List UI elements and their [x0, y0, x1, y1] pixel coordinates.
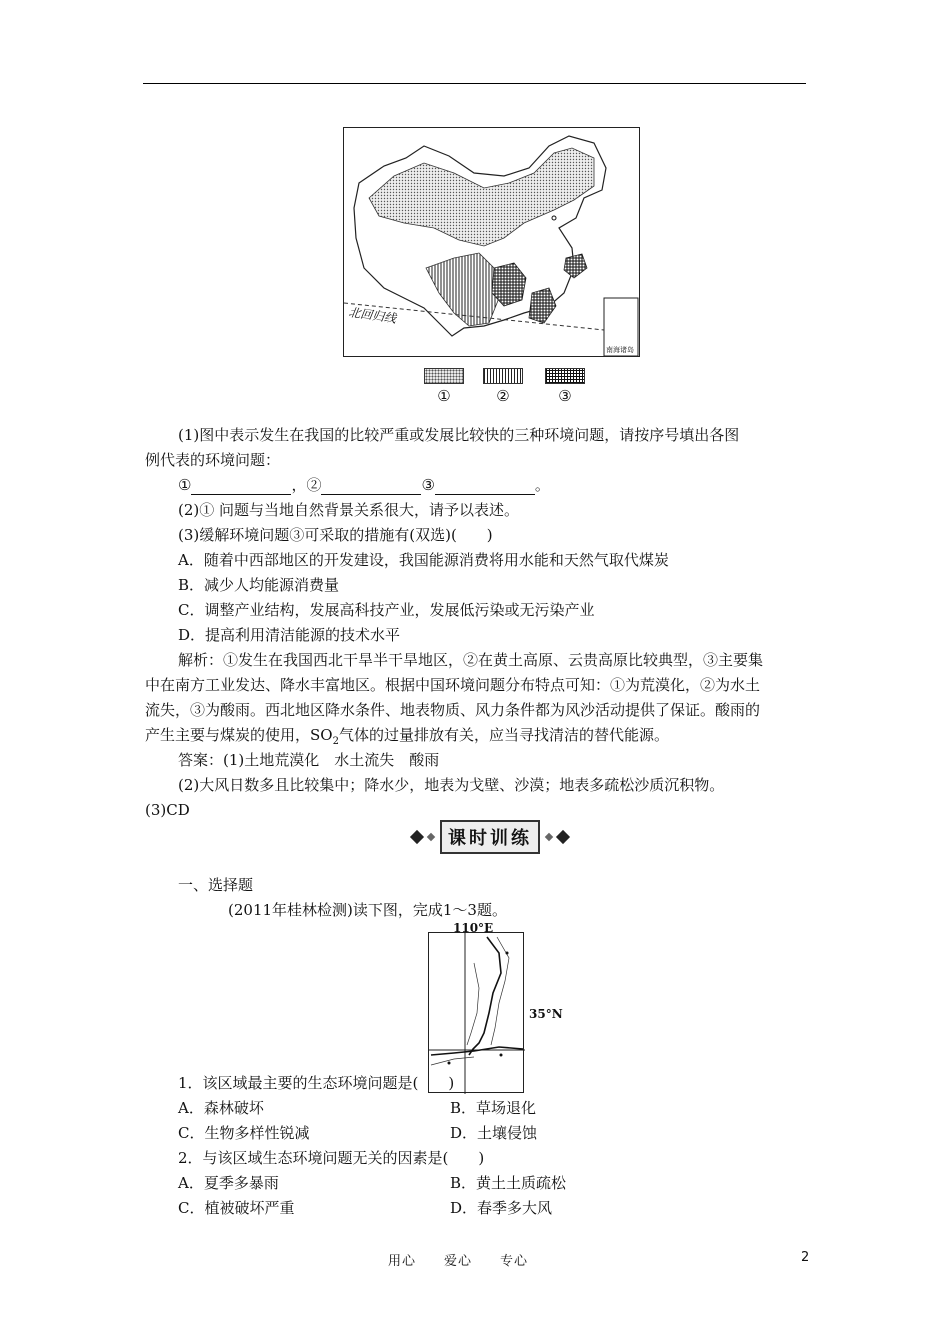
- answer-line-2: (2)大风日数多且比较集中；降水少，地表为戈壁、沙漠；地表多疏松沙质沉积物。: [178, 776, 725, 794]
- china-environment-map: [343, 127, 640, 357]
- blank-c-label: ③: [421, 476, 435, 494]
- question-2: (2)① 问题与当地自然背景关系很大，请予以表述。: [178, 501, 520, 519]
- china-map-drawing: [344, 128, 640, 357]
- option-a: A．随着中西部地区的开发建设，我国能源消费将用水能和天然气取代煤炭: [178, 551, 669, 569]
- legend-item-3: [545, 368, 585, 405]
- footer-motto: 用心 爱心 专心: [388, 1254, 529, 1269]
- exercise-q2-b: B．黄土土质疏松: [450, 1174, 567, 1192]
- legend-swatch-dots: [424, 368, 464, 384]
- question-intro-2: 例代表的环境问题：: [145, 451, 281, 469]
- analysis-line-1: 解析：①发生在我国西北干旱半干旱地区，②在黄土高原、云贵高原比较典型，③主要集: [178, 651, 764, 669]
- exercise-q1-a: A．森林破坏: [178, 1099, 264, 1117]
- question-3: (3)缓解环境问题③可采取的措施有(双选)( ): [178, 526, 493, 544]
- diamond-small-icon: [427, 833, 435, 841]
- legend-swatch-lines: [483, 368, 523, 384]
- legend-item-1: [424, 368, 464, 405]
- section-title: 课时训练: [440, 820, 540, 854]
- diamond-icon: [410, 830, 424, 844]
- exercise-q1-d: D．土壤侵蚀: [450, 1124, 538, 1142]
- analysis-line-2: 中在南方工业发达、降水丰富地区。根据中国环境问题分布特点可知：①为荒漠化，②为水土: [145, 676, 761, 694]
- legend-label-1: ①: [437, 387, 451, 405]
- loess-region-map: [428, 932, 524, 1093]
- exercise-q1: 1．该区域最主要的生态环境问题是( ): [178, 1074, 455, 1092]
- section-heading: [387, 823, 593, 851]
- legend-label-2: ②: [496, 387, 510, 405]
- blank-b[interactable]: [321, 479, 421, 495]
- answer-blanks: [178, 475, 550, 495]
- so2-subscript: 2: [332, 736, 339, 747]
- loess-map-drawing: [429, 933, 525, 1094]
- question-intro-1: (1)图中表示发生在我国的比较严重或发展比较快的三种环境问题，请按序号填出各图: [178, 426, 740, 444]
- exercise-q2-d: D．春季多大风: [450, 1199, 553, 1217]
- exercise-part: 一、选择题: [178, 876, 254, 894]
- analysis-line-4: [145, 725, 669, 752]
- option-b: B．减少人均能源消费量: [178, 576, 340, 594]
- diamond-icon: [556, 830, 570, 844]
- analysis-line-4b: 气体的过量排放有关，应当寻找清洁的替代能源。: [338, 726, 669, 744]
- blank-b-label: ，②: [291, 476, 322, 494]
- header-rule: [143, 83, 806, 84]
- analysis-line-4a: 产生主要与煤炭的使用，SO: [145, 726, 333, 744]
- legend-swatch-grid: [545, 368, 585, 384]
- option-d: D．提高利用清洁能源的技术水平: [178, 626, 401, 644]
- exercise-q1-b: B．草场退化: [450, 1099, 537, 1117]
- answer-line-3: (3)CD: [145, 801, 190, 819]
- legend-item-2: [483, 368, 523, 405]
- answer-line-1: 答案：(1)土地荒漠化 水土流失 酸雨: [178, 751, 440, 769]
- map2-lon-label: 110°E: [453, 921, 494, 935]
- blank-a[interactable]: [191, 479, 291, 495]
- blank-end: 。: [534, 476, 550, 494]
- option-c: C．调整产业结构，发展高科技产业，发展低污染或无污染产业: [178, 601, 595, 619]
- analysis-line-3: 流失，③为酸雨。西北地区降水条件、地表物质、风力条件都为风沙活动提供了保证。酸雨的: [145, 701, 761, 719]
- exercise-q2-c: C．植被破坏严重: [178, 1199, 295, 1217]
- map2-lat-label: 35°N: [529, 1007, 563, 1021]
- south-sea-label: 南海诸岛: [606, 346, 634, 354]
- exercise-context: (2011年桂林检测)读下图，完成1～3题。: [228, 901, 507, 919]
- diamond-small-icon: [545, 833, 553, 841]
- tropic-label: 北回归线: [347, 305, 398, 326]
- page-number: 2: [801, 1250, 810, 1265]
- legend-label-3: ③: [558, 387, 572, 405]
- blank-c[interactable]: [435, 479, 535, 495]
- blank-a-label: ①: [178, 476, 192, 494]
- exercise-q2-a: A．夏季多暴雨: [178, 1174, 279, 1192]
- exercise-q1-c: C．生物多样性锐减: [178, 1124, 310, 1142]
- exercise-q2: 2．与该区域生态环境问题无关的因素是( ): [178, 1149, 485, 1167]
